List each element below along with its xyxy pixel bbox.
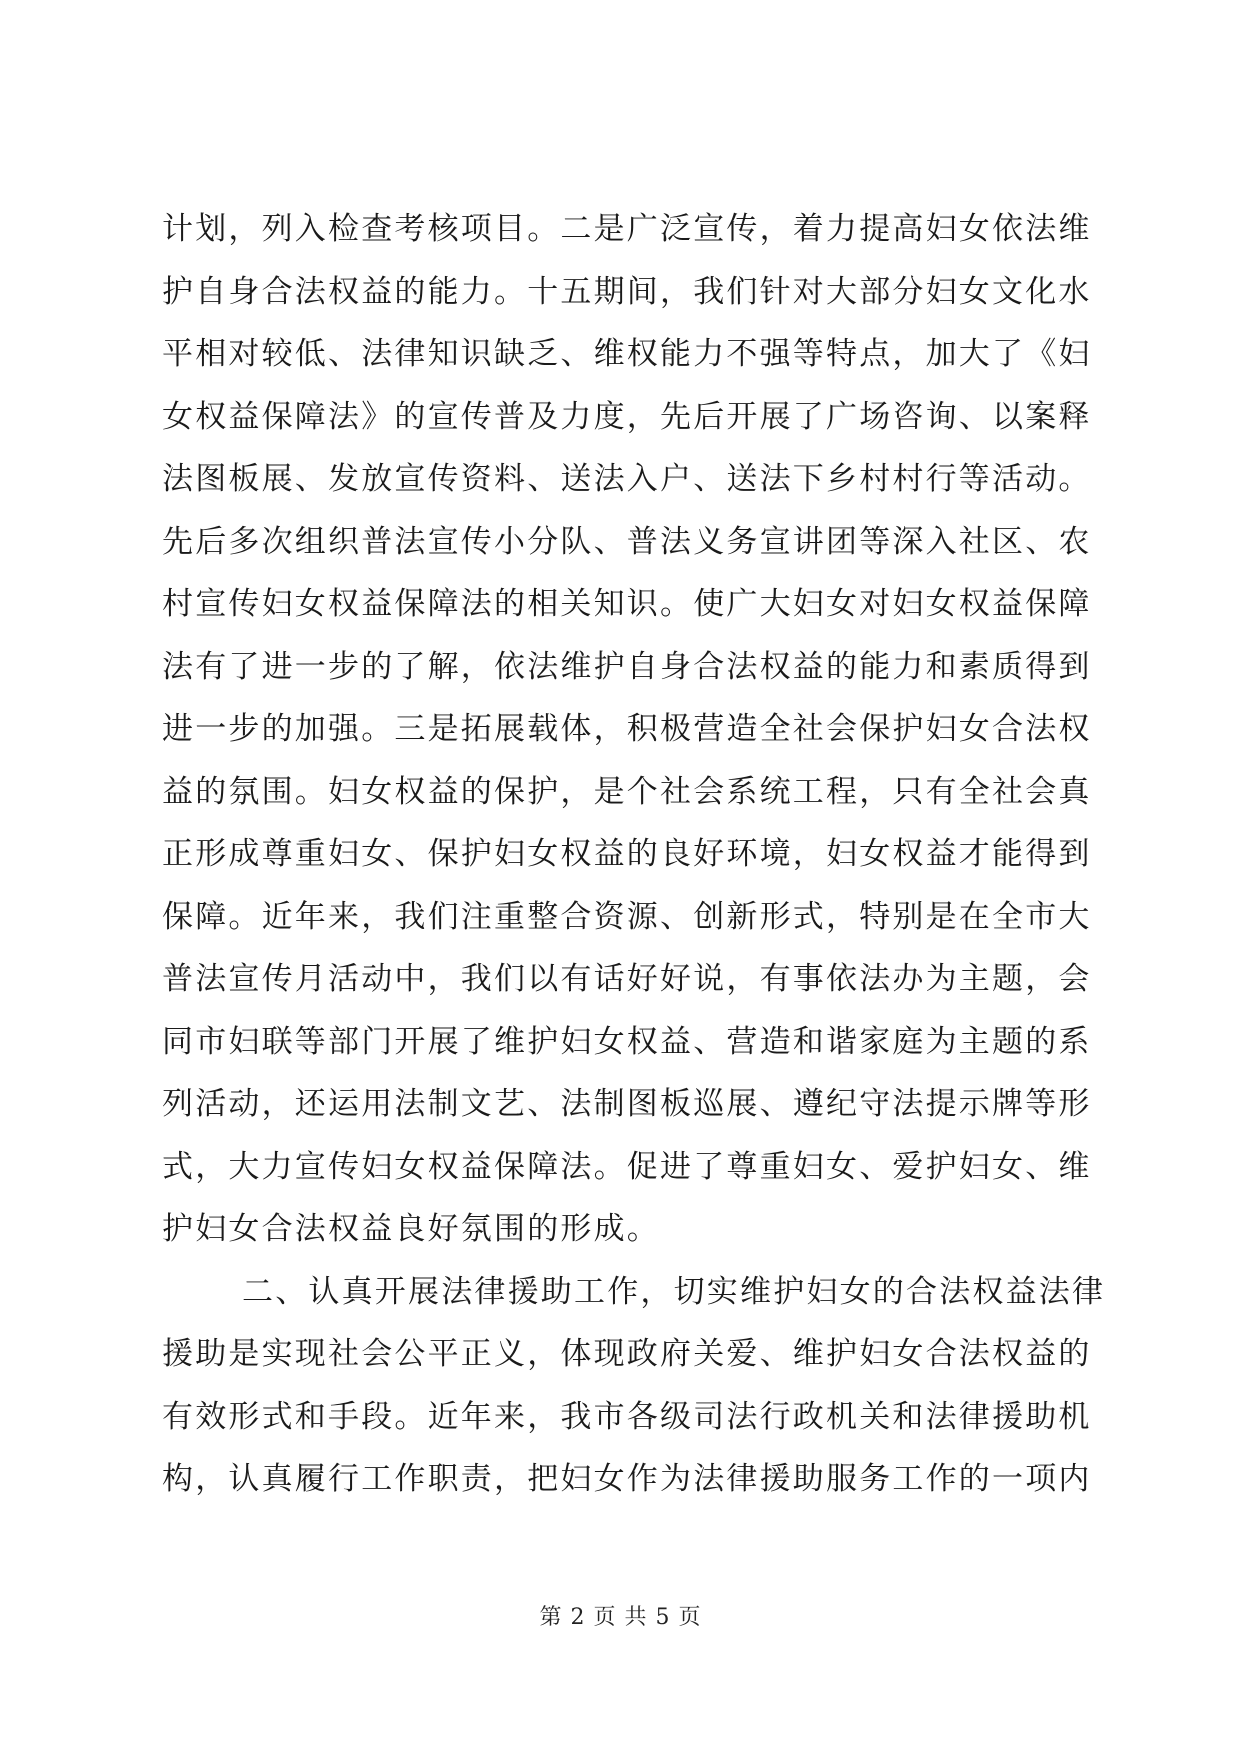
text-line: 村宣传妇女权益保障法的相关知识。使广大妇女对妇女权益保障	[162, 586, 1092, 622]
text-line: 保障。近年来，我们注重整合资源、创新形式，特别是在全市大	[162, 898, 1092, 935]
text-line: 计划，列入检查考核项目。二是广泛宣传，着力提高妇女依法维	[162, 211, 1092, 247]
page-number-footer: 第 2 页 共 5 页	[539, 1605, 702, 1630]
paragraph-start-line: 二、认真开展法律援助工作，切实维护妇女的合法权益法律	[242, 1273, 1106, 1310]
text-line: 有效形式和手段。近年来，我市各级司法行政机关和法律援助机	[162, 1398, 1092, 1435]
text-line: 先后多次组织普法宣传小分队、普法义务宣讲团等深入社区、农	[162, 523, 1092, 560]
text-line: 式，大力宣传妇女权益保障法。促进了尊重妇女、爱护妇女、维	[162, 1148, 1092, 1185]
text-line: 平相对较低、法律知识缺乏、维权能力不强等特点，加大了《妇	[162, 336, 1092, 372]
text-line: 普法宣传月活动中，我们以有话好好说，有事依法办为主题，会	[162, 961, 1092, 997]
text-line: 正形成尊重妇女、保护妇女权益的良好环境，妇女权益才能得到	[162, 836, 1092, 872]
text-line: 护自身合法权益的能力。十五期间，我们针对大部分妇女文化水	[162, 273, 1092, 310]
text-line: 法有了进一步的了解，依法维护自身合法权益的能力和素质得到	[162, 648, 1092, 685]
text-line: 援助是实现社会公平正义，体现政府关爱、维护妇女合法权益的	[162, 1336, 1092, 1372]
text-line: 女权益保障法》的宣传普及力度，先后开展了广场咨询、以案释	[162, 398, 1092, 435]
text-line: 护妇女合法权益良好氛围的形成。	[162, 1211, 660, 1247]
text-line: 构，认真履行工作职责，把妇女作为法律援助服务工作的一项内	[162, 1461, 1092, 1497]
text-line: 列活动，还运用法制文艺、法制图板巡展、遵纪守法提示牌等形	[162, 1086, 1092, 1122]
body-text	[162, 198, 1106, 1511]
text-line: 法图板展、发放宣传资料、送法入户、送法下乡村村行等活动。	[162, 461, 1092, 497]
text-line: 益的氛围。妇女权益的保护，是个社会系统工程，只有全社会真	[162, 773, 1092, 810]
text-line: 同市妇联等部门开展了维护妇女权益、营造和谐家庭为主题的系	[162, 1023, 1092, 1060]
text-line: 进一步的加强。三是拓展载体，积极营造全社会保护妇女合法权	[162, 711, 1092, 747]
